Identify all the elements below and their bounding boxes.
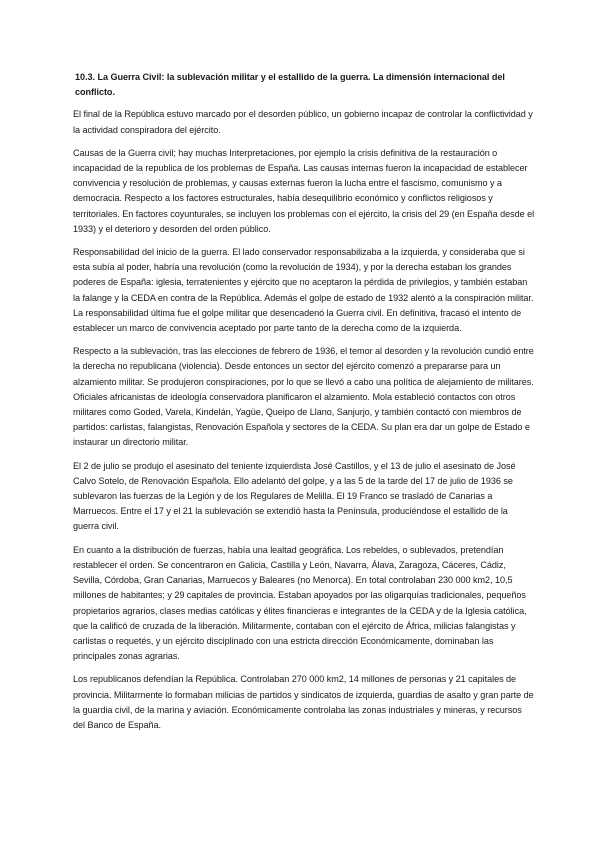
paragraph-responsibility: Responsabilidad del inicio de la guerra. El lado conservador responsabilizaba a la izquierda, y consideraba que si esta subía al poder, habría una revolución (como la revolución de 1934), y por la derecha estaban los grandes poderes de España: iglesia, terratenientes y ejército que no aceptaron la pérdida de privilegios, y también estaban la falange y la CEDA en contra de la República. Además el golpe de estado de 1932 alentó a la conspiración militar. La responsabilidad última fue el golpe militar que desencadenó la Guerra civil. En definitiva, fracasó el intento de establecer un marco de convivencia aceptado por parte tanto de la derecha como de la izquierda. [73,247,534,334]
paragraph-causes: Causas de la Guerra civil; hay muchas Interpretaciones, por ejemplo la crisis definitiva de la restauración o incapacidad de la republica de los problemas de España. Las causas internas fueron la incapacidad de establecer convivencia y resolución de problemas, y causas externas fueron la lucha entre el fascismo, comunismo y a democracia. Respecto a los factores estructurales, había desequilibrio económico y conflictos religiosos y territoriales. En factores coyunturales, se incluyen los problemas con el ejército, la crisis del 29 (en España desde el 1933) y el deterioro y desorden del orden público. [73,147,535,234]
section-heading: 10.3. La Guerra Civil: la sublevación militar y el estallido de la guerra. La dimensión internacional del conflicto. [75,72,505,98]
paragraph-intro: El final de la República estuvo marcado por el desorden público, un gobierno incapaz de controlar la conflictividad y la actividad conspiradora del ejército. [73,109,533,135]
paragraph-republican-forces: Los republicanos defendían la República. Controlaban 270 000 km2, 14 millones de personas y 21 capitales de provincia. Militarmente lo formaban milicias de partidos y sindicatos de izquierda, guardias de asalto y gran parte de la guardia civil, de la marina y aviación. Económicamente controlaba las zonas industriales y mineras, y recursos del Banco de España. [73,674,534,730]
paragraph-rebel-forces: En cuanto a la distribución de fuerzas, había una lealtad geográfica. Los rebeldes, o sublevados, pretendían restablecer el orden. Se concentraron en Galicia, Castilla y León, Navarra, Álava, Zaragoza, Cáceres, Cádiz, Sevilla, Córdoba, Gran Canarias, Marruecos y Baleares (no Menorca). En total controlaban 230 000 km2, 10,5 millones de habitantes; y 29 capitales de provincia. Estaban apoyados por las oligarquías tradicionales, pequeños propietarios agrarios, clases medias católicas y élites financieras e integrantes de la CEDA y de la Iglesia católica, que la calificó de cruzada de la liberación. Militarmente, contaban con el ejército de África, milicias falangistas y carlistas o requetés, y un ejército disciplinado con una estricta dirección Económicamente, dominaban las principales zonas agrarias. [73,544,527,662]
paragraph-july-events: El 2 de julio se produjo el asesinato del teniente izquierdista José Castillos, y el 13 de julio el asesinato de José Calvo Sotelo, de Renovación Española. Ello adelantó del golpe, y a las 5 de la tarde del 17 de julio de 1936 se sublevaron las fuerzas de la Legión y de los Regulares de Melilla. El 19 Franco se trasladó de Canarias a Marruecos. Entre el 17 y el 21 la sublevación se extendió hasta la Península, produciéndose el estallido de la guerra civil. [73,460,516,532]
document-body [73,70,535,741]
paragraph-uprising: Respecto a la sublevación, tras las elecciones de febrero de 1936, el temor al desorden y la revolución cundió entre la derecha no republicana (violencia). Desde entonces un sector del ejército comenzó a prepararse para un alzamiento militar. Se produjeron conspiraciones, por lo que se llevó a cabo una política de alejamiento de militares. Oficiales africanistas de ideología conservadora planificaron el alzamiento. Mola estableció contactos con otros militares como Goded, Varela, Kindelán, Yagüe, Queipo de Llano, Sanjurjo, y también contactó con miembros de partidos: carlistas, falangistas, Renovación Española y sectores de la CEDA. Su plan era dar un golpe de Estado e instaurar un directorio militar. [73,346,534,448]
